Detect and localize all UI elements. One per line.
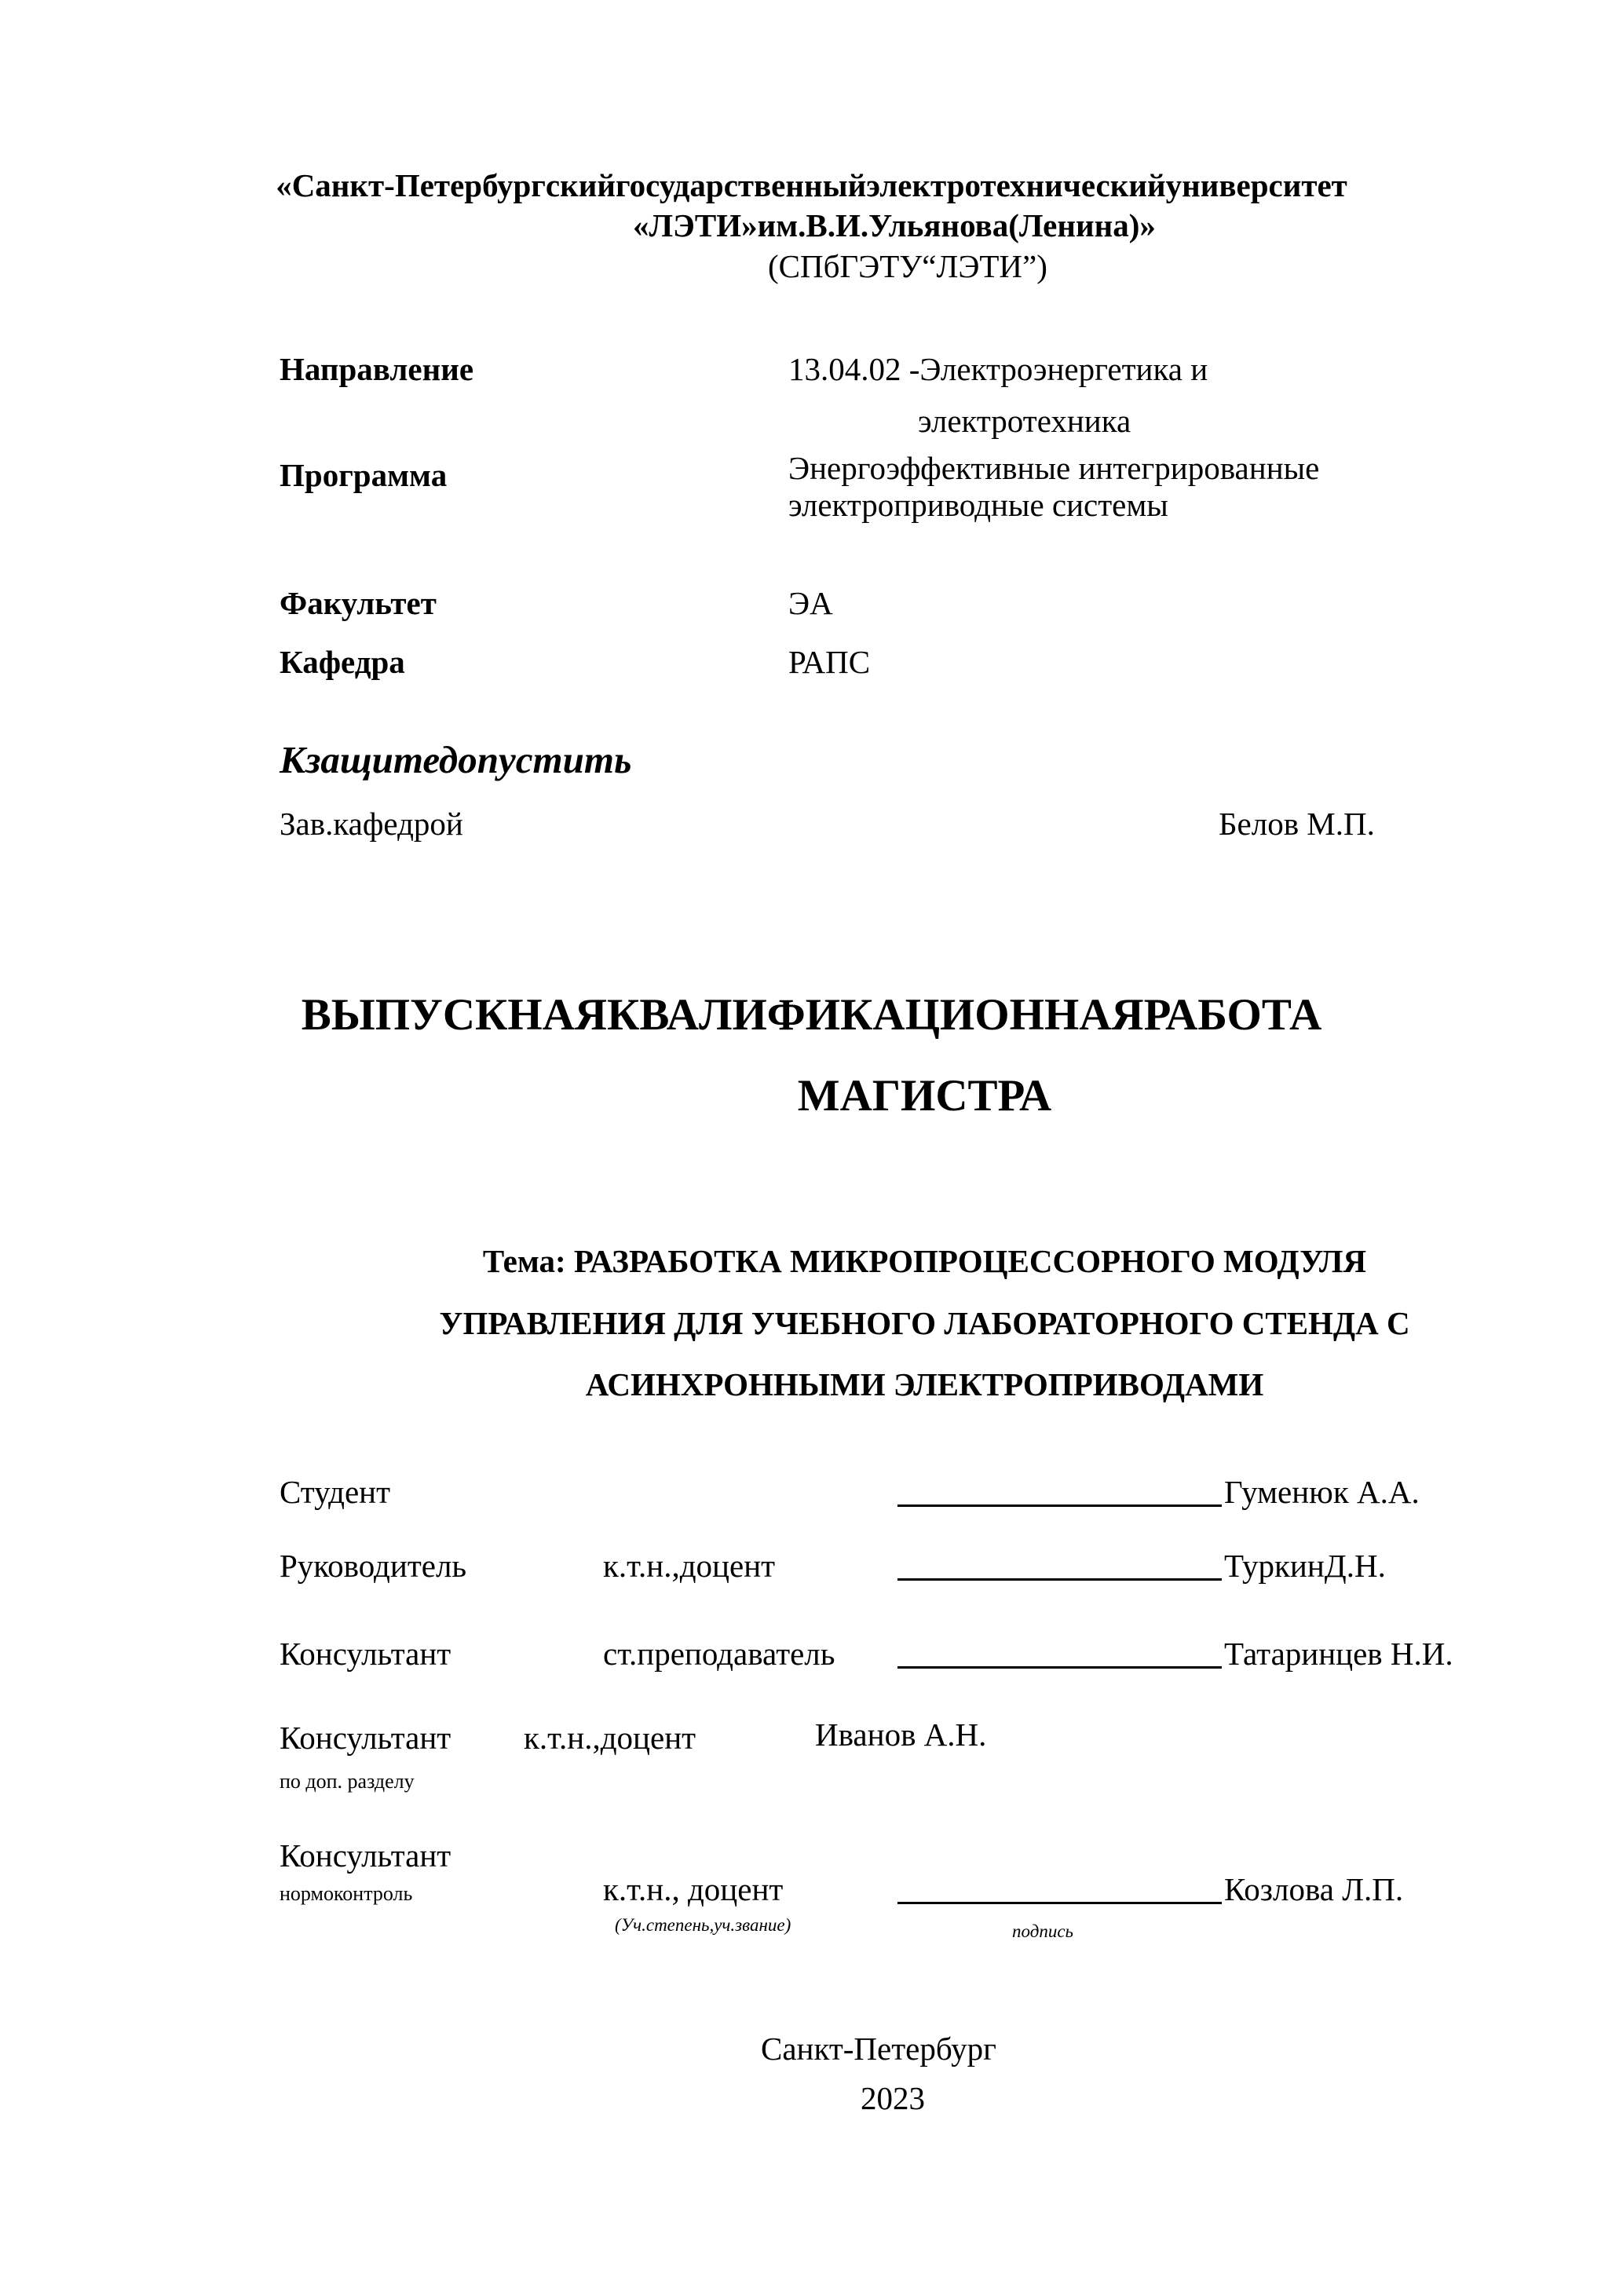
department-label: Кафедра [280, 644, 405, 680]
program-value-cont: электроприводные системы [788, 487, 1168, 523]
direction-label: Направление [280, 351, 474, 387]
consultant2-subtitle: по доп. разделу [280, 1770, 415, 1793]
supervisor-degree: к.т.н.,доцент [603, 1548, 776, 1584]
degree-caption: (Уч.степень,уч.звание) [615, 1915, 791, 1935]
student-signature-line [897, 1504, 1222, 1507]
program-value: Энергоэффективные интегрированные [788, 450, 1320, 486]
approval-role: Зав.кафедрой [280, 806, 463, 842]
supervisor-role: Руководитель [280, 1548, 467, 1584]
topic-line2: УПРАВЛЕНИЯ ДЛЯ УЧЕБНОГО ЛАБОРАТОРНОГО СТЕНДА С [439, 1305, 1410, 1341]
university-abbreviation: (СПбГЭТУ“ЛЭТИ”) [768, 248, 1047, 284]
consultant3-subtitle: нормоконтроль [280, 1882, 413, 1905]
consultant2-name: Иванов А.Н. [815, 1717, 987, 1753]
program-label: Программа [280, 457, 448, 493]
signature-caption: подпись [1012, 1921, 1074, 1941]
university-name-line1: «Санкт-Петербургскийгосударственныйэлектротехническийуниверситет [276, 167, 1347, 203]
document-title-line1: ВЫПУСКНАЯКВАЛИФИКАЦИОННАЯРАБОТА [301, 990, 1322, 1040]
topic-line3: АСИНХРОННЫМИ ЭЛЕКТРОПРИВОДАМИ [585, 1366, 1264, 1402]
consultant3-name: Козлова Л.П. [1224, 1871, 1404, 1907]
direction-value-cont: электротехника [918, 403, 1131, 439]
faculty-value: ЭА [788, 585, 833, 621]
approval-name: Белов М.П. [1219, 806, 1375, 842]
department-value: РАПС [788, 644, 871, 680]
consultant2-role: Консультант [280, 1720, 451, 1756]
topic-line1: Тема: РАЗРАБОТКА МИКРОПРОЦЕССОРНОГО МОДУЛЯ [482, 1243, 1367, 1279]
direction-value: 13.04.02 -Электроэнергетика и [788, 351, 1208, 387]
supervisor-signature-line [897, 1578, 1222, 1581]
student-name: Гуменюк А.А. [1224, 1474, 1420, 1510]
consultant3-role: Консультант [280, 1837, 451, 1874]
consultant1-degree: ст.преподаватель [603, 1636, 835, 1672]
student-role: Студент [280, 1474, 391, 1510]
faculty-label: Факультет [280, 585, 437, 621]
consultant1-signature-line [897, 1666, 1222, 1669]
consultant1-role: Консультант [280, 1636, 451, 1672]
consultant3-signature-line [897, 1902, 1222, 1904]
supervisor-name: ТуркинД.Н. [1224, 1548, 1386, 1584]
consultant3-degree: к.т.н., доцент [603, 1871, 784, 1907]
university-name-line2: «ЛЭТИ»им.В.И.Ульянова(Ленина)» [633, 207, 1156, 243]
document-title-line2: МАГИСТРА [797, 1071, 1052, 1121]
consultant1-name: Татаринцев Н.И. [1224, 1636, 1453, 1672]
footer-year: 2023 [861, 2080, 925, 2116]
consultant2-degree: к.т.н.,доцент [524, 1720, 696, 1756]
footer-city: Санкт-Петербург [761, 2031, 996, 2067]
approval-title: Кзащитедопустить [280, 738, 632, 781]
